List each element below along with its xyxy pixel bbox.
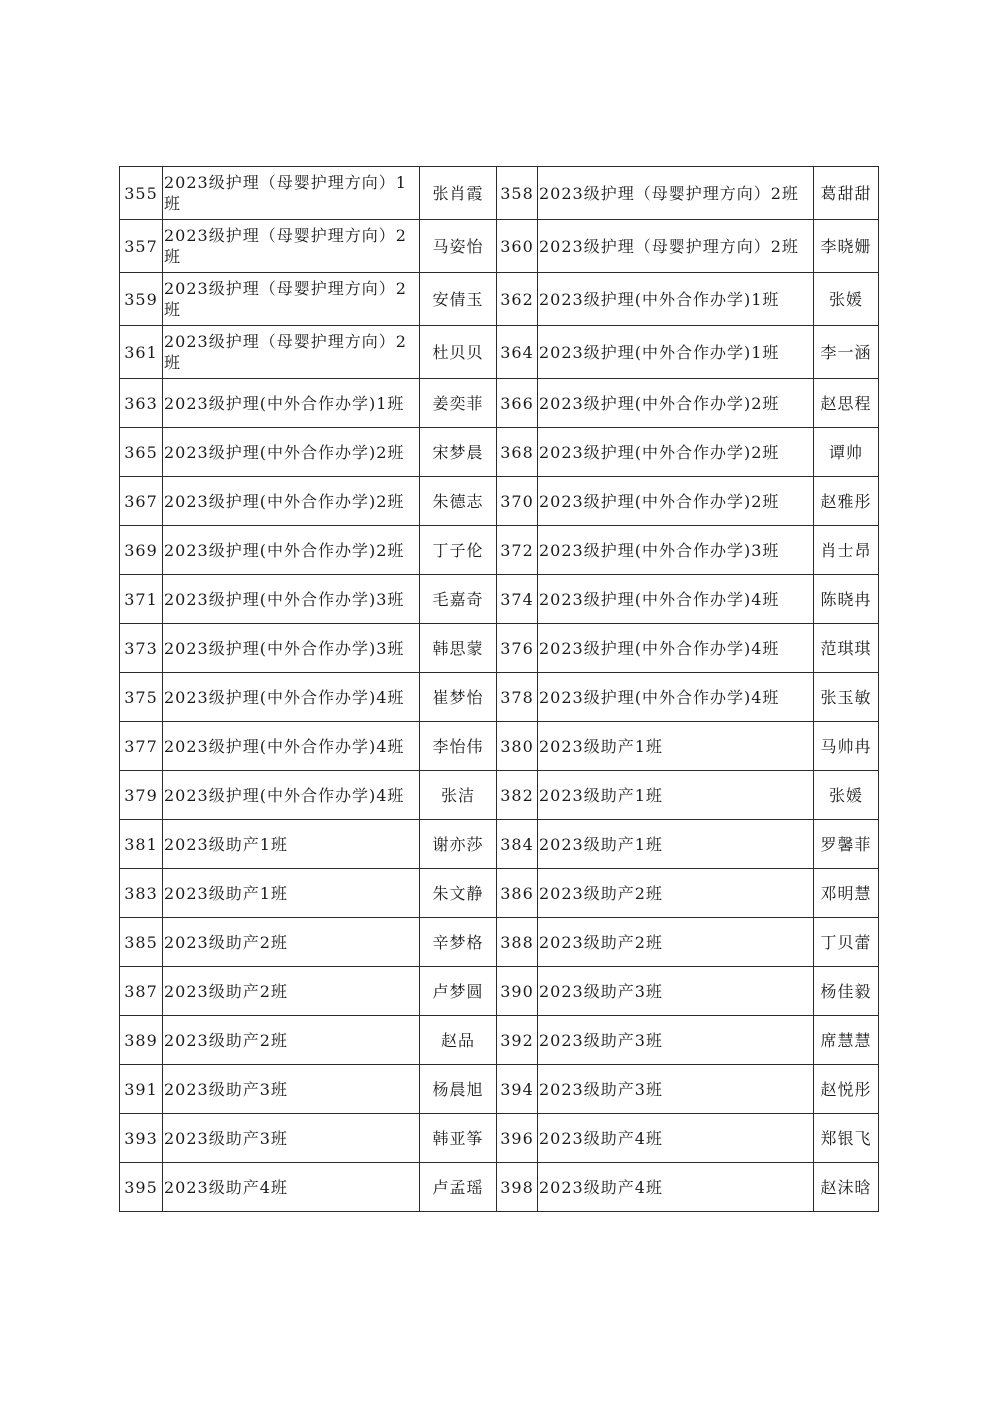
right-number-cell: 364 [497, 326, 538, 379]
left-class-cell: 2023级助产3班 [163, 1065, 420, 1114]
table-row [120, 220, 879, 273]
right-class-cell: 2023级护理(中外合作办学)4班 [538, 575, 814, 624]
table-row [120, 918, 879, 967]
left-name-cell: 杨晨旭 [420, 1065, 497, 1114]
roster-body [120, 167, 879, 1212]
right-class-cell: 2023级护理（母婴护理方向）2班 [538, 167, 814, 220]
left-class-cell: 2023级护理(中外合作办学)3班 [163, 575, 420, 624]
left-name-cell: 卢梦圆 [420, 967, 497, 1016]
right-name-cell: 杨佳毅 [814, 967, 879, 1016]
right-name-cell: 丁贝蕾 [814, 918, 879, 967]
left-name-cell: 崔梦怡 [420, 673, 497, 722]
left-number-cell: 377 [120, 722, 163, 771]
right-number-cell: 384 [497, 820, 538, 869]
table-row [120, 477, 879, 526]
right-number-cell: 368 [497, 428, 538, 477]
left-name-cell: 朱德志 [420, 477, 497, 526]
table-row [120, 273, 879, 326]
left-name-cell: 韩亚筝 [420, 1114, 497, 1163]
left-number-cell: 369 [120, 526, 163, 575]
left-number-cell: 375 [120, 673, 163, 722]
right-name-cell: 张玉敏 [814, 673, 879, 722]
left-number-cell: 363 [120, 379, 163, 428]
left-class-cell: 2023级护理（母婴护理方向）2班 [163, 220, 420, 273]
left-name-cell: 姜奕菲 [420, 379, 497, 428]
right-number-cell: 362 [497, 273, 538, 326]
left-number-cell: 359 [120, 273, 163, 326]
left-name-cell: 辛梦格 [420, 918, 497, 967]
table-row [120, 575, 879, 624]
left-number-cell: 381 [120, 820, 163, 869]
right-number-cell: 372 [497, 526, 538, 575]
right-name-cell: 李晓姗 [814, 220, 879, 273]
left-class-cell: 2023级助产1班 [163, 820, 420, 869]
right-name-cell: 邓明慧 [814, 869, 879, 918]
left-class-cell: 2023级助产3班 [163, 1114, 420, 1163]
right-class-cell: 2023级助产3班 [538, 1016, 814, 1065]
left-number-cell: 395 [120, 1163, 163, 1212]
right-number-cell: 358 [497, 167, 538, 220]
right-class-cell: 2023级助产3班 [538, 1065, 814, 1114]
right-number-cell: 382 [497, 771, 538, 820]
right-name-cell: 赵思程 [814, 379, 879, 428]
left-name-cell: 朱文静 [420, 869, 497, 918]
right-name-cell: 赵雅彤 [814, 477, 879, 526]
left-number-cell: 361 [120, 326, 163, 379]
right-name-cell: 范琪琪 [814, 624, 879, 673]
left-name-cell: 杜贝贝 [420, 326, 497, 379]
left-class-cell: 2023级护理(中外合作办学)2班 [163, 477, 420, 526]
table-row [120, 1163, 879, 1212]
right-number-cell: 380 [497, 722, 538, 771]
right-number-cell: 360 [497, 220, 538, 273]
right-name-cell: 赵沫晗 [814, 1163, 879, 1212]
right-class-cell: 2023级护理(中外合作办学)2班 [538, 477, 814, 526]
left-class-cell: 2023级护理(中外合作办学)2班 [163, 526, 420, 575]
table-row [120, 428, 879, 477]
right-class-cell: 2023级助产4班 [538, 1114, 814, 1163]
table-row [120, 1065, 879, 1114]
right-name-cell: 张媛 [814, 771, 879, 820]
table-row [120, 624, 879, 673]
table-row [120, 1114, 879, 1163]
right-name-cell: 陈晓冉 [814, 575, 879, 624]
left-number-cell: 391 [120, 1065, 163, 1114]
table-row [120, 869, 879, 918]
left-name-cell: 马姿怡 [420, 220, 497, 273]
left-number-cell: 379 [120, 771, 163, 820]
right-number-cell: 392 [497, 1016, 538, 1065]
right-class-cell: 2023级助产2班 [538, 918, 814, 967]
table-row [120, 771, 879, 820]
table-row [120, 722, 879, 771]
right-number-cell: 398 [497, 1163, 538, 1212]
left-name-cell: 李怡伟 [420, 722, 497, 771]
right-number-cell: 386 [497, 869, 538, 918]
table-row [120, 820, 879, 869]
right-class-cell: 2023级助产1班 [538, 771, 814, 820]
left-class-cell: 2023级助产4班 [163, 1163, 420, 1212]
right-number-cell: 366 [497, 379, 538, 428]
right-number-cell: 370 [497, 477, 538, 526]
left-class-cell: 2023级护理(中外合作办学)3班 [163, 624, 420, 673]
right-class-cell: 2023级护理(中外合作办学)4班 [538, 673, 814, 722]
right-class-cell: 2023级护理(中外合作办学)3班 [538, 526, 814, 575]
left-name-cell: 卢孟瑶 [420, 1163, 497, 1212]
left-name-cell: 赵品 [420, 1016, 497, 1065]
left-number-cell: 355 [120, 167, 163, 220]
left-number-cell: 387 [120, 967, 163, 1016]
table-row [120, 326, 879, 379]
right-class-cell: 2023级护理(中外合作办学)2班 [538, 379, 814, 428]
table-row [120, 379, 879, 428]
right-class-cell: 2023级助产3班 [538, 967, 814, 1016]
left-class-cell: 2023级护理(中外合作办学)1班 [163, 379, 420, 428]
left-name-cell: 丁子伦 [420, 526, 497, 575]
left-class-cell: 2023级护理（母婴护理方向）1班 [163, 167, 420, 220]
left-number-cell: 367 [120, 477, 163, 526]
left-number-cell: 371 [120, 575, 163, 624]
left-class-cell: 2023级护理（母婴护理方向）2班 [163, 326, 420, 379]
right-class-cell: 2023级助产2班 [538, 869, 814, 918]
right-class-cell: 2023级护理(中外合作办学)4班 [538, 624, 814, 673]
left-name-cell: 张肖霞 [420, 167, 497, 220]
right-name-cell: 张媛 [814, 273, 879, 326]
table-row [120, 526, 879, 575]
left-name-cell: 宋梦晨 [420, 428, 497, 477]
right-number-cell: 390 [497, 967, 538, 1016]
left-class-cell: 2023级护理(中外合作办学)4班 [163, 771, 420, 820]
left-class-cell: 2023级助产2班 [163, 918, 420, 967]
left-class-cell: 2023级助产2班 [163, 1016, 420, 1065]
left-number-cell: 373 [120, 624, 163, 673]
left-name-cell: 安倩玉 [420, 273, 497, 326]
right-class-cell: 2023级助产1班 [538, 722, 814, 771]
left-name-cell: 谢亦莎 [420, 820, 497, 869]
right-name-cell: 赵悦彤 [814, 1065, 879, 1114]
left-class-cell: 2023级助产1班 [163, 869, 420, 918]
table-row [120, 673, 879, 722]
left-number-cell: 357 [120, 220, 163, 273]
right-class-cell: 2023级护理(中外合作办学)1班 [538, 326, 814, 379]
right-name-cell: 谭帅 [814, 428, 879, 477]
right-number-cell: 394 [497, 1065, 538, 1114]
table-row [120, 167, 879, 220]
left-name-cell: 张洁 [420, 771, 497, 820]
left-number-cell: 385 [120, 918, 163, 967]
right-number-cell: 396 [497, 1114, 538, 1163]
right-name-cell: 李一涵 [814, 326, 879, 379]
right-class-cell: 2023级助产4班 [538, 1163, 814, 1212]
right-name-cell: 肖士昂 [814, 526, 879, 575]
right-name-cell: 席慧慧 [814, 1016, 879, 1065]
right-number-cell: 376 [497, 624, 538, 673]
student-roster-table [119, 166, 879, 1212]
left-class-cell: 2023级助产2班 [163, 967, 420, 1016]
left-number-cell: 383 [120, 869, 163, 918]
right-number-cell: 374 [497, 575, 538, 624]
right-number-cell: 378 [497, 673, 538, 722]
right-name-cell: 罗馨菲 [814, 820, 879, 869]
left-number-cell: 365 [120, 428, 163, 477]
right-name-cell: 郑银飞 [814, 1114, 879, 1163]
left-class-cell: 2023级护理(中外合作办学)4班 [163, 673, 420, 722]
right-name-cell: 马帅冉 [814, 722, 879, 771]
left-name-cell: 韩思蒙 [420, 624, 497, 673]
right-class-cell: 2023级护理（母婴护理方向）2班 [538, 220, 814, 273]
right-number-cell: 388 [497, 918, 538, 967]
left-class-cell: 2023级护理(中外合作办学)4班 [163, 722, 420, 771]
table-row [120, 1016, 879, 1065]
table-row [120, 967, 879, 1016]
left-class-cell: 2023级护理（母婴护理方向）2班 [163, 273, 420, 326]
left-number-cell: 393 [120, 1114, 163, 1163]
left-number-cell: 389 [120, 1016, 163, 1065]
left-class-cell: 2023级护理(中外合作办学)2班 [163, 428, 420, 477]
right-name-cell: 葛甜甜 [814, 167, 879, 220]
right-class-cell: 2023级护理(中外合作办学)1班 [538, 273, 814, 326]
left-name-cell: 毛嘉奇 [420, 575, 497, 624]
right-class-cell: 2023级助产1班 [538, 820, 814, 869]
right-class-cell: 2023级护理(中外合作办学)2班 [538, 428, 814, 477]
